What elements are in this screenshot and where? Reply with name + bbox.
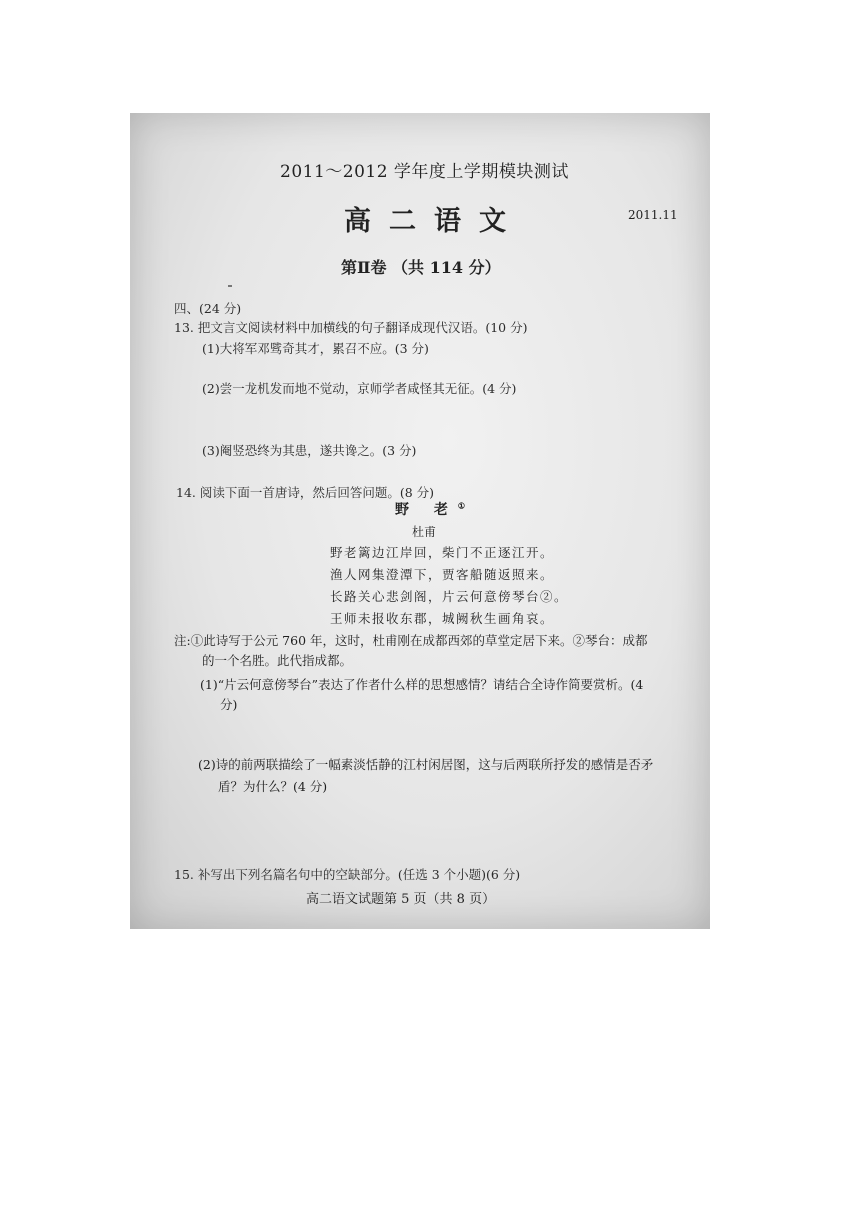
page-footer: 高二语文试题第 5 页（共 8 页） [306,892,496,907]
question-13-prompt: 13. 把文言文阅读材料中加横线的句子翻译成现代汉语。(10 分) [174,320,528,335]
question-14-prompt: 14. 阅读下面一首唐诗，然后回答问题。(8 分) [176,485,435,500]
exam-page-photo [130,113,710,929]
question-14-sub-2: (2)诗的前两联描绘了一幅素淡恬静的江村闲居图，这与后两联所抒发的感情是否矛 [198,757,654,772]
ink-smudge [228,285,232,287]
question-13-item-1: (1)大将军邓骘奇其才，累召不应。(3 分) [202,341,429,356]
volume-heading: 第Ⅱ卷 （共 114 分） [341,258,501,277]
question-14-sub-2-continued: 盾？为什么？(4 分) [218,779,328,794]
exam-title: 2011～2012 学年度上学期模块测试 [280,162,569,182]
question-13-item-2: (2)尝一龙机发而地不觉动，京师学者咸怪其无征。(4 分) [202,381,517,396]
footnote-mark: ① [457,500,466,511]
poem-line: 渔人网集澄潭下，贾客船随返照来。 [330,567,555,582]
exam-date: 2011.11 [628,208,678,222]
question-13-item-3: (3)阉竖恐终为其患，遂共谗之。(3 分) [202,443,417,458]
poem-note: 注:①此诗写于公元 760 年，这时，杜甫刚在成都西郊的草堂定居下来。②琴台：成都 [174,633,648,648]
poem-line: 王师未报收东郡，城阙秋生画角哀。 [330,611,555,626]
section-heading: 四、(24 分) [174,301,242,316]
poem-line: 野老篱边江岸回，柴门不正逐江开。 [330,545,555,560]
poem-title: 野 老① [395,500,466,518]
poem-author: 杜甫 [412,525,437,539]
poem-line: 长路关心悲剑阁，片云何意傍琴台②。 [330,589,569,604]
question-15-prompt: 15. 补写出下列名篇名句中的空缺部分。(任选 3 个小题)(6 分) [174,867,521,882]
question-14-sub-1: (1)“片云何意傍琴台”表达了作者什么样的思想感情？请结合全诗作简要赏析。(4 [200,677,644,692]
question-14-sub-1-continued: 分) [220,697,238,712]
poem-note-continued: 的一个名胜。此代指成都。 [202,653,353,668]
subject-heading: 高二语文 [344,206,524,237]
